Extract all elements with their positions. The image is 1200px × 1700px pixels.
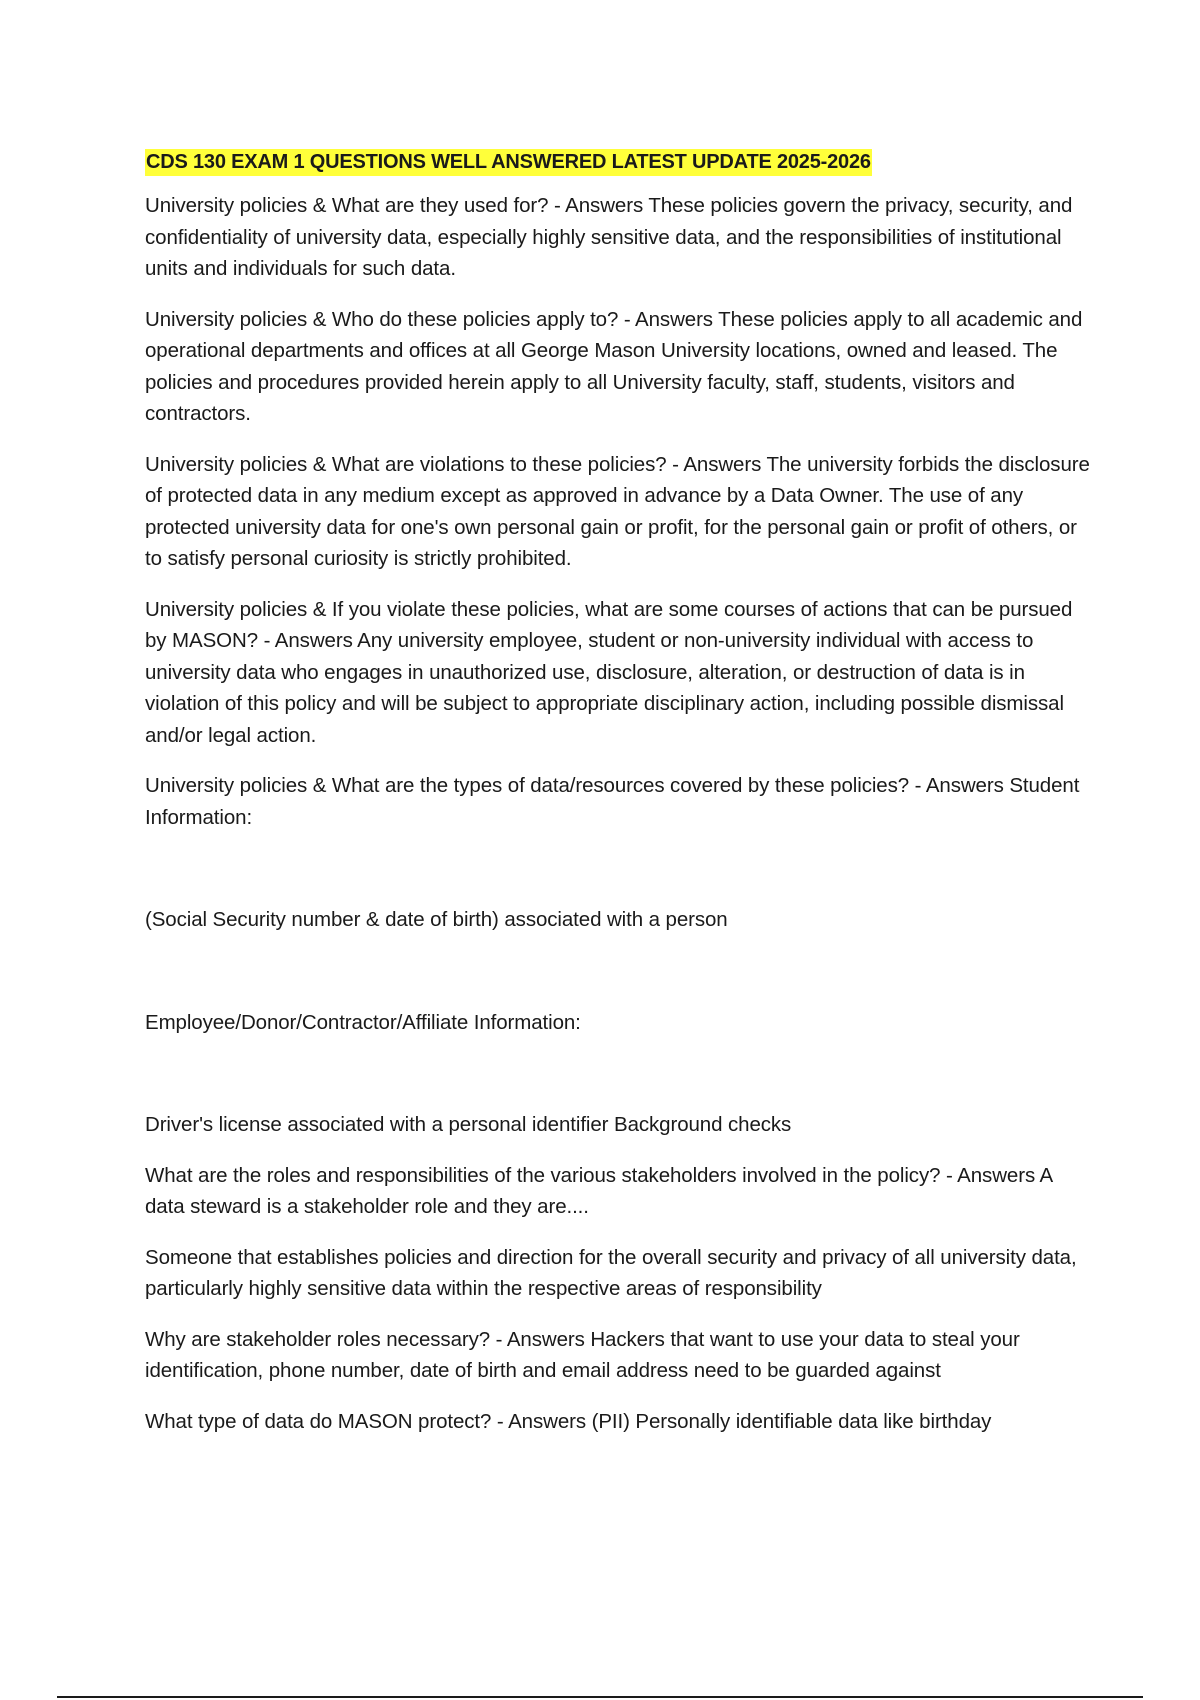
document-body — [145, 146, 1090, 1456]
paragraph-data-types: University policies & What are the types of data/resources covered by these policies? - Answers Student Information: — [145, 774, 1080, 829]
paragraph-violations: University policies & What are violations to these policies? - Answers The university forbids the disclosure of protected data in any medium except as approved in advance by a Data Owner. The use of any protected university data for one's own personal gain or profit, for the personal gain or profit of others, or to satisfy personal curiosity is strictly prohibited. — [145, 452, 1090, 570]
paragraph-protected-data: What type of data do MASON protect? - Answers (PII) Personally identifiable data like birthday — [145, 1409, 992, 1433]
paragraph-drivers-license: Driver's license associated with a personal identifier Background checks — [145, 1113, 792, 1136]
paragraph-purpose: University policies & What are they used for? - Answers These policies govern the privacy, security, and confidentiality of university data, especially highly sensitive data, and the responsibilities of institutional units and individuals for such data. — [145, 194, 1073, 280]
paragraph-student-info: (Social Security number & date of birth) associated with a person — [145, 908, 728, 931]
paragraph-data-steward: Someone that establishes policies and direction for the overall security and privacy of all university data, particularly highly sensitive data within the respective areas of responsibility — [145, 1245, 1077, 1300]
paragraph-roles: What are the roles and responsibilities of the various stakeholders involved in the policy? - Answers A data steward is a stakeholder role and they are.... — [145, 1163, 1052, 1218]
paragraph-consequences: University policies & If you violate these policies, what are some courses of actions that can be pursued by MASON? - Answers Any university employee, student or non-university individual with access to university data who engages in unauthorized use, disclosure, alteration, or destruction of data is in violation of this policy and will be subject to appropriate disciplinary action, including possible dismissal and/or legal action. — [145, 597, 1073, 747]
paragraph-employee-info: Employee/Donor/Contractor/Affiliate Information: — [145, 1010, 581, 1034]
paragraph-stakeholder-necessity: Why are stakeholder roles necessary? - Answers Hackers that want to use your data to steal your identification, phone number, date of birth and email address need to be guarded against — [145, 1327, 1020, 1382]
footer-divider — [57, 1696, 1143, 1698]
document-title: CDS 130 EXAM 1 QUESTIONS WELL ANSWERED LATEST UPDATE 2025-2026 — [145, 149, 872, 176]
paragraph-scope: University policies & Who do these policies apply to? - Answers These policies apply to all academic and operational departments and offices at all George Mason University locations, owned and leased. The policies and procedures provided herein apply to all University faculty, staff, students, visitors and contractors. — [145, 307, 1083, 425]
